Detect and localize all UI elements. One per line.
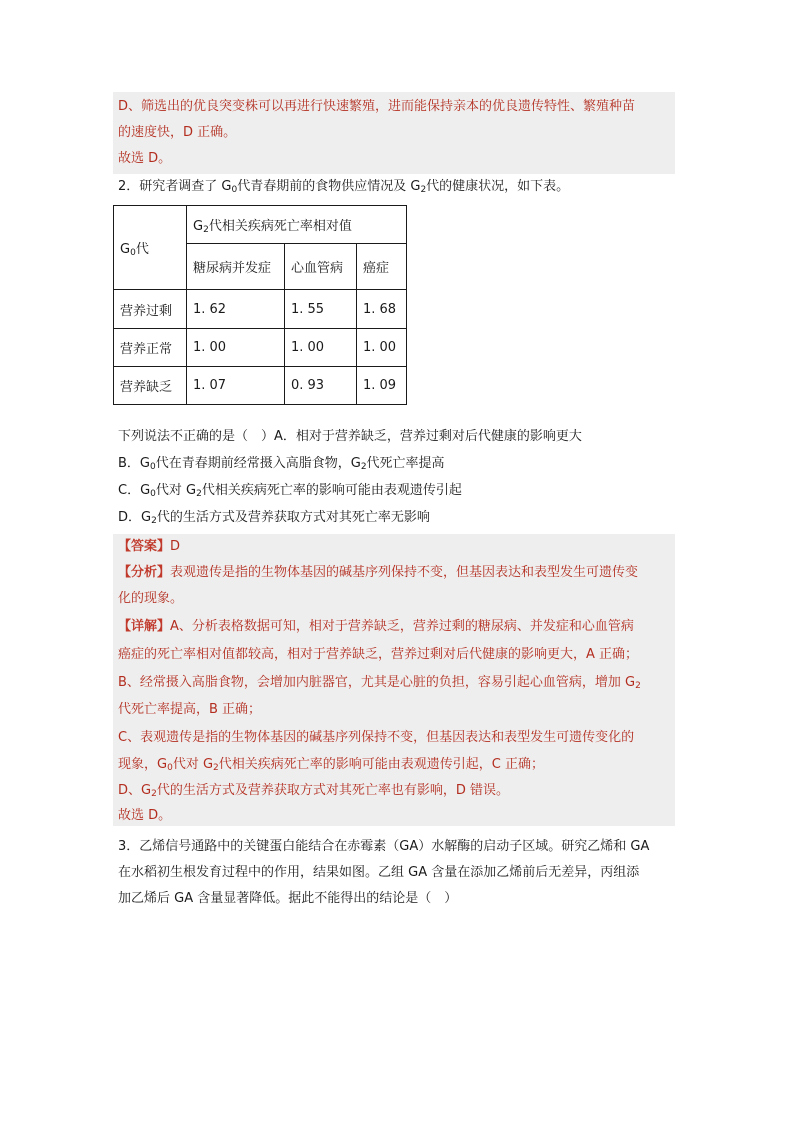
row-label: 营养缺乏 (114, 367, 187, 405)
detail-line2: 癌症的死亡率相对值都较高，相对于营养缺乏，营养过剩对后代健康的影响更大，A 正确； (118, 647, 639, 662)
cell-value: 1. 00 (187, 329, 285, 367)
answer-line (118, 534, 180, 560)
cell-value: 1. 62 (187, 290, 285, 329)
cell-value: 1. 68 (357, 290, 407, 329)
cell-value: 1. 09 (357, 367, 407, 405)
prev-option-d-line2: 的速度快，D 正确。 (118, 125, 237, 140)
cell-value: 1. 07 (187, 367, 285, 405)
q2-stem: 下列说法不正确的是（ ）A．相对于营养缺乏，营养过剩对后代健康的影响更大 (118, 429, 582, 444)
answer-value: D (170, 539, 181, 554)
analysis-line1: 【分析】表观遗传是指的生物体基因的碱基序列保持不变，但基因表达和表型发生可遗传变 (118, 565, 639, 580)
cell-value: 0. 93 (285, 367, 357, 405)
q2-option-d: D．$G_2$代的生活方式及营养获取方式对其死亡率无影响 (118, 510, 430, 526)
q2-choose: 故选 D。 (118, 808, 172, 823)
cell-value: 1. 55 (285, 290, 357, 329)
answer-tag: 【答案】 (118, 539, 171, 554)
table-group-header: $G_2$代相关疾病死亡率相对值 (187, 206, 407, 244)
prev-choose: 故选 D。 (118, 151, 172, 166)
detail-line4: 代死亡率提高，B 正确； (118, 702, 262, 717)
row-label: 营养正常 (114, 329, 187, 367)
q2-intro: 2．研究者调查了 $G_0$代青春期前的食物供应情况及 $G_2$代的健康状况，如下表。 (118, 179, 570, 195)
table-row (114, 290, 407, 329)
q2-option-b: B．$G_0$代在青春期前经常摄入高脂食物，$G_2$代死亡率提高 (118, 456, 445, 472)
table-header-cancer: 癌症 (357, 244, 407, 290)
cell-value: 1. 00 (285, 329, 357, 367)
table-row (114, 367, 407, 405)
table-corner-header: $G_0$代 (114, 206, 187, 290)
detail-line3: B、经常摄入高脂食物，会增加内脏器官，尤其是心脏的负担，容易引起心血管病，增加 $G_2$ (118, 675, 641, 691)
detail-tag: 【详解】 (118, 619, 171, 634)
detail-line7: D、$G_2$代的生活方式及营养获取方式对其死亡率也有影响，D 错误。 (118, 783, 509, 799)
analysis-line2: 化的现象。 (118, 591, 184, 606)
cell-value: 1. 00 (357, 329, 407, 367)
row-label: 营养过剩 (114, 290, 187, 329)
table-header-diabetes: 糖尿病并发症 (187, 244, 285, 290)
q2-option-c: C．$G_0$代对 $G_2$代相关疾病死亡率的影响可能由表观遗传引起 (118, 483, 462, 499)
detail-line6: 现象，$G_0$代对 $G_2$代相关疾病死亡率的影响可能由表观遗传引起，C 正确； (118, 757, 544, 773)
detail-line1: 【详解】A、分析表格数据可知，相对于营养缺乏，营养过剩的糖尿病、并发症和心血管病 (118, 619, 634, 634)
q3-line1: 3．乙烯信号通路中的关键蛋白能结合在赤霉素（GA）水解酶的启动子区域。研究乙烯和 GA (118, 839, 650, 854)
prev-option-d-line1: D、筛选出的优良突变株可以再进行快速繁殖，进而能保持亲本的优良遗传特性、繁殖种苗 (118, 99, 636, 114)
table-row (114, 329, 407, 367)
detail-line5: C、表观遗传是指的生物体基因的碱基序列保持不变，但基因表达和表型发生可遗传变化的 (118, 730, 635, 745)
table-header-cardio: 心血管病 (285, 244, 357, 290)
g-table (113, 205, 407, 405)
q3-line3: 加乙烯后 GA 含量显著降低。据此不能得出的结论是（ ） (118, 891, 458, 906)
analysis-tag: 【分析】 (118, 565, 171, 580)
q3-line2: 在水稻初生根发育过程中的作用，结果如图。乙组 GA 含量在添加乙烯前后无差异，丙组添 (118, 865, 640, 880)
